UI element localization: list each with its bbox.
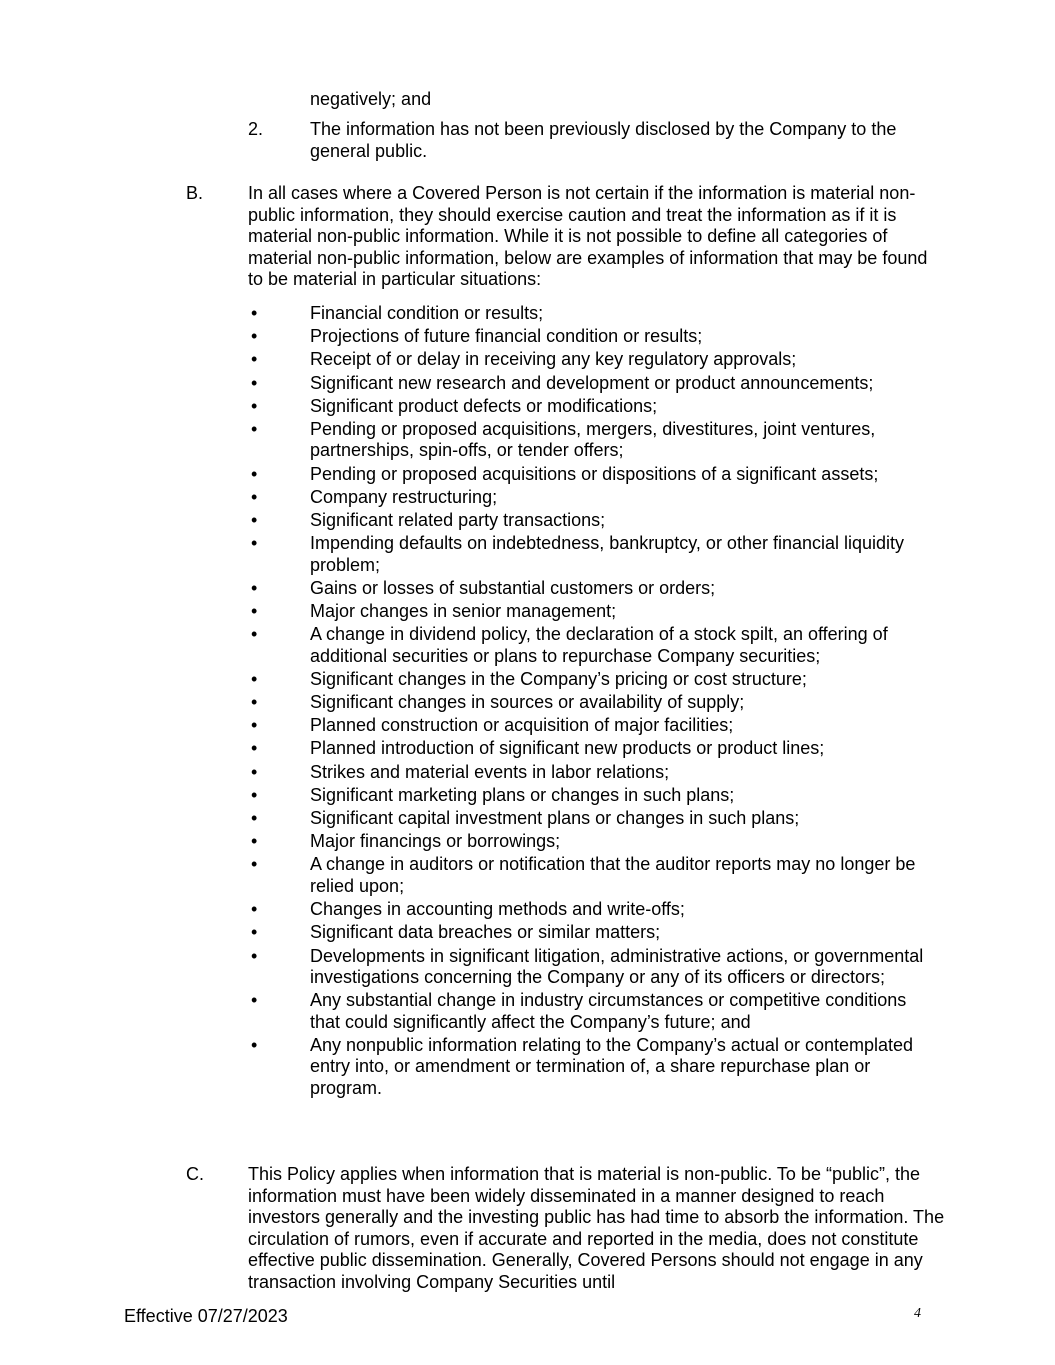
section-b-text: In all cases where a Covered Person is not certain if the information is material non-public information, they should exercise caution and treat the information as if it is material non-public information. While it is not possible to define all categories of material non-public information, below are examples of information that may be found to be material in particular situations: [248, 183, 928, 290]
list-item-text: Pending or proposed acquisitions or dispositions of a significant assets; [310, 463, 879, 484]
bullet-icon: • [251, 419, 258, 440]
list-item-text: Developments in significant litigation, administrative actions, or governmental investigations concerning the Company or any of its officers or directors; [310, 945, 924, 987]
list-item-text: Significant marketing plans or changes in such plans; [310, 784, 735, 805]
bullet-icon: • [251, 601, 258, 622]
bullet-icon: • [251, 349, 258, 370]
list-item [248, 785, 938, 806]
bullet-icon: • [251, 945, 258, 966]
list-item-text: Major changes in senior management; [310, 601, 617, 622]
list-item-text: Pending or proposed acquisitions, mergers, divestitures, joint ventures, partnerships, spin-offs, or tender offers; [310, 419, 876, 461]
list-item [248, 396, 938, 417]
list-item [248, 669, 938, 690]
list-item-text: Changes in accounting methods and write-offs; [310, 899, 685, 920]
bullet-icon: • [251, 577, 258, 598]
section-b-letter: B. [186, 183, 204, 203]
list-item-text: A change in auditors or notification that the auditor reports may no longer be relied upon; [310, 854, 916, 896]
bullet-icon: • [251, 668, 258, 689]
list-item [248, 487, 938, 508]
list-item-text: Any nonpublic information relating to the Company’s actual or contemplated entry into, or amendment or termination of, a share repurchase plan or program. [310, 1034, 914, 1098]
list-item [248, 1035, 938, 1099]
bullet-icon: • [251, 486, 258, 507]
bullet-icon: • [251, 761, 258, 782]
list-item-text: Significant capital investment plans or changes in such plans; [310, 808, 800, 829]
list-item-text: Impending defaults on indebtedness, bankruptcy, or other financial liquidity problem; [310, 533, 905, 575]
list-item [248, 762, 938, 783]
bullet-icon: • [251, 624, 258, 645]
list-item-text: Receipt of or delay in receiving any key regulatory approvals; [310, 349, 797, 370]
list-item-text: Any substantial change in industry circumstances or competitive conditions that could significantly affect the Company’s future; and [310, 990, 907, 1032]
list-item-text: Significant related party transactions; [310, 510, 606, 531]
list-item [248, 419, 938, 462]
bullet-icon: • [251, 533, 258, 554]
bullet-icon: • [251, 831, 258, 852]
section-c-letter: C. [186, 1164, 204, 1184]
list-item [248, 854, 938, 897]
list-item-text: Significant new research and development or product announcements; [310, 372, 874, 393]
list-item [248, 464, 938, 485]
list-item-text: Planned introduction of significant new products or product lines; [310, 738, 825, 759]
bullet-icon: • [251, 1034, 258, 1055]
list-item [248, 899, 938, 920]
bullet-icon: • [251, 692, 258, 713]
item-text: The information has not been previously disclosed by the Company to the general public. [310, 119, 897, 161]
bullet-icon: • [251, 510, 258, 531]
list-item [248, 373, 938, 394]
bullet-icon: • [251, 715, 258, 736]
bullet-icon: • [251, 738, 258, 759]
list-item [248, 533, 938, 576]
effective-date: Effective 07/27/2023 [124, 1306, 288, 1326]
list-item [248, 326, 938, 347]
item-number: 2. [248, 119, 264, 139]
list-item-text: Significant data breaches or similar matters; [310, 922, 661, 943]
list-item [248, 946, 938, 989]
list-item [248, 578, 938, 599]
list-item-text: Significant changes in sources or availability of supply; [310, 692, 745, 713]
list-item-text: Company restructuring; [310, 486, 498, 507]
list-item [248, 349, 938, 370]
list-item [248, 808, 938, 829]
bullet-icon: • [251, 808, 258, 829]
list-item-text: Major financings or borrowings; [310, 831, 561, 852]
bullet-icon: • [251, 899, 258, 920]
list-item-text: A change in dividend policy, the declaration of a stock spilt, an offering of additional securities or plans to repurchase Company securities; [310, 624, 888, 666]
list-item [248, 624, 938, 667]
list-item [248, 510, 938, 531]
list-item-text: Financial condition or results; [310, 303, 544, 323]
list-item [248, 601, 938, 622]
list-item-text: Significant product defects or modifications; [310, 395, 658, 416]
list-item-text: Gains or losses of substantial customers or orders; [310, 577, 716, 598]
bullet-icon: • [251, 784, 258, 805]
list-item-text: Strikes and material events in labor relations; [310, 761, 670, 782]
materiality-examples-list [248, 303, 938, 1101]
bullet-icon: • [251, 854, 258, 875]
section-c-text: This Policy applies when information that is material is non-public. To be “public”, the information must have been widely disseminated in a manner designed to reach investors generally and the investing public has had time to absorb the information. The circulation of rumors, even if accurate and reported in the media, does not constitute effective public dissemination. Generally, Covered Persons should not engage in any transaction involving Company Securities until [248, 1164, 945, 1292]
list-item [248, 303, 938, 324]
bullet-icon: • [251, 303, 258, 323]
list-item-text: Significant changes in the Company’s pricing or cost structure; [310, 668, 807, 689]
list-item [248, 922, 938, 943]
list-item [248, 831, 938, 852]
bullet-icon: • [251, 922, 258, 943]
bullet-icon: • [251, 395, 258, 416]
bullet-icon: • [251, 372, 258, 393]
page-number: 4 [914, 1306, 921, 1321]
continuation-text: negatively; and [310, 89, 432, 109]
bullet-icon: • [251, 990, 258, 1011]
list-item [248, 715, 938, 736]
list-item [248, 738, 938, 759]
list-item [248, 692, 938, 713]
list-item [248, 990, 938, 1033]
list-item-text: Projections of future financial condition or results; [310, 326, 703, 347]
bullet-icon: • [251, 326, 258, 347]
list-item-text: Planned construction or acquisition of major facilities; [310, 715, 734, 736]
bullet-icon: • [251, 463, 258, 484]
